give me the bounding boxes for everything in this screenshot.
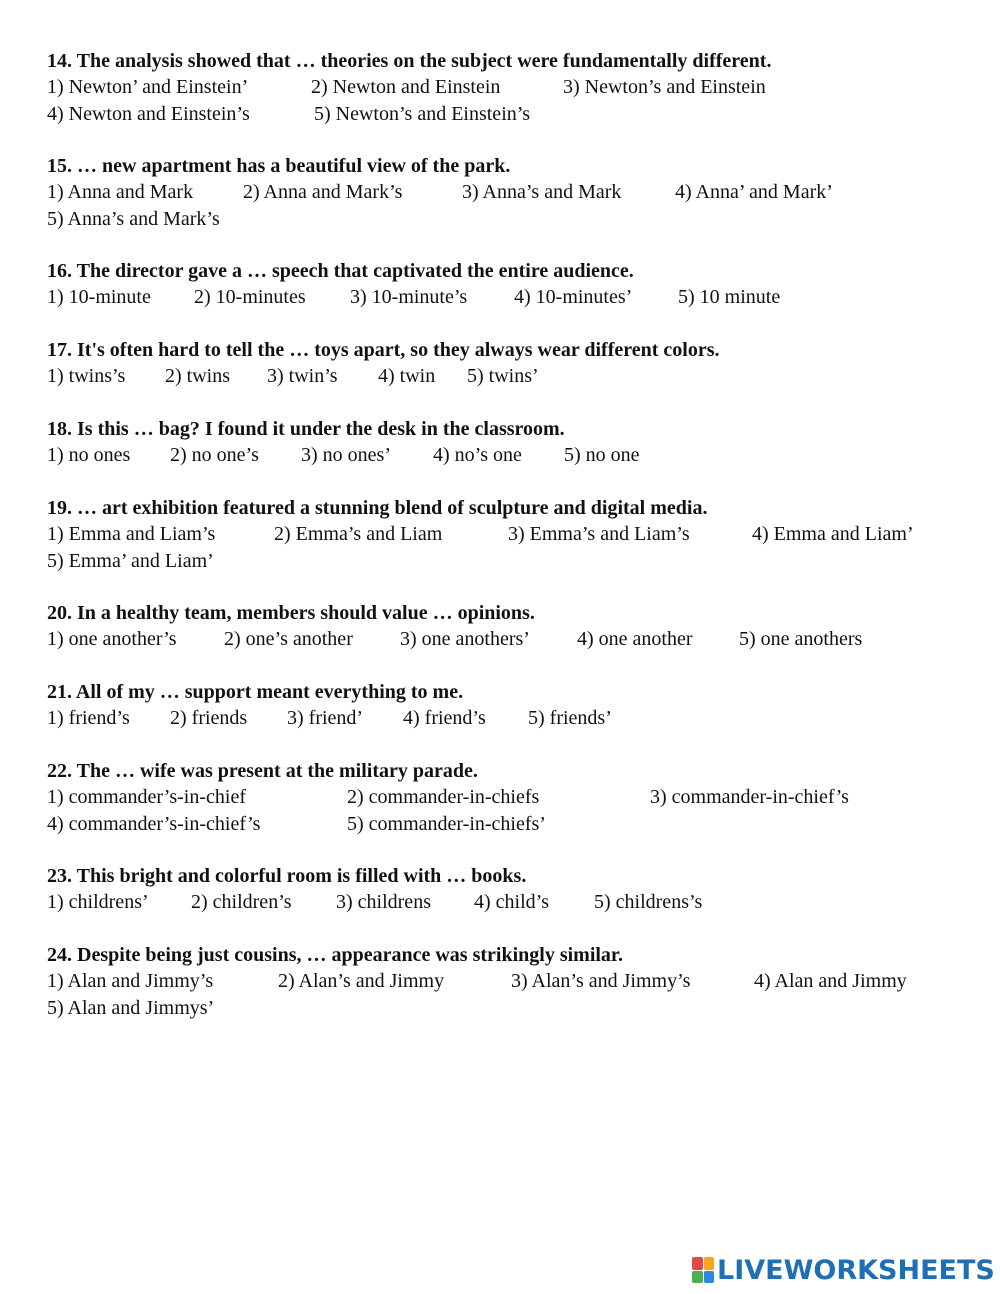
options-line (47, 705, 987, 732)
answer-option[interactable]: 3) Emma’s and Liam’s (508, 523, 690, 545)
answer-option[interactable]: 1) twins’s (47, 365, 126, 387)
question-block (47, 337, 987, 390)
question-block (47, 863, 987, 916)
answer-option[interactable]: 3) Alan’s and Jimmy’s (511, 970, 691, 992)
question-block (47, 258, 987, 311)
answer-option[interactable]: 1) commander’s-in-chief (47, 786, 246, 808)
answer-option[interactable]: 2) children’s (191, 891, 292, 913)
question-block (47, 416, 987, 469)
question-text: 19. … art exhibition featured a stunning blend of sculpture and digital media. (47, 497, 708, 519)
question-text: 24. Despite being just cousins, … appearance was strikingly similar. (47, 944, 623, 966)
answer-option[interactable]: 4) Emma and Liam’ (752, 523, 914, 545)
options-line (47, 626, 987, 653)
answer-option[interactable]: 5) friends’ (528, 707, 612, 729)
question-block (47, 758, 987, 837)
question-text: 22. The … wife was present at the military parade. (47, 760, 478, 782)
answer-option[interactable]: 2) no one’s (170, 444, 259, 466)
answer-option[interactable]: 2) commander-in-chiefs (347, 786, 540, 808)
question-text: 17. It's often hard to tell the … toys apart, so they always wear different colors. (47, 339, 720, 361)
options-line (47, 521, 987, 548)
answer-option[interactable]: 5) Emma’ and Liam’ (47, 549, 214, 572)
options-line (47, 442, 987, 469)
answer-option[interactable]: 4) child’s (474, 891, 549, 913)
answer-option[interactable]: 2) Emma’s and Liam (274, 523, 443, 545)
answer-option[interactable]: 1) 10-minute (47, 286, 151, 308)
answer-option[interactable]: 5) commander-in-chiefs’ (347, 812, 546, 835)
question-text: 21. All of my … support meant everything to me. (47, 681, 464, 703)
answer-option[interactable]: 4) no’s one (433, 444, 522, 466)
answer-option[interactable]: 2) 10-minutes (194, 286, 306, 308)
answer-option[interactable]: 5) Newton’s and Einstein’s (314, 102, 531, 125)
answer-option[interactable]: 1) childrens’ (47, 891, 149, 913)
answer-option[interactable]: 2) Newton and Einstein (311, 76, 501, 98)
answer-option[interactable]: 5) 10 minute (678, 286, 781, 308)
options-line (47, 101, 987, 128)
answer-option[interactable]: 1) one another’s (47, 628, 177, 650)
question-block (47, 48, 987, 127)
question-text: 16. The director gave a … speech that captivated the entire audience. (47, 260, 634, 282)
answer-option[interactable]: 4) commander’s-in-chief’s (47, 812, 261, 835)
question-text: 14. The analysis showed that … theories on the subject were fundamentally different. (47, 50, 772, 72)
answer-option[interactable]: 4) Newton and Einstein’s (47, 102, 250, 125)
answer-option[interactable]: 4) one another (577, 628, 693, 650)
answer-option[interactable]: 5) childrens’s (594, 891, 703, 913)
answer-option[interactable]: 2) Anna and Mark’s (243, 181, 403, 203)
answer-option[interactable]: 4) twin (378, 365, 436, 387)
answer-option[interactable]: 3) childrens (336, 891, 431, 913)
options-line (47, 74, 987, 101)
answer-option[interactable]: 2) one’s another (224, 628, 353, 650)
question-text: 20. In a healthy team, members should value … opinions. (47, 602, 535, 624)
answer-option[interactable]: 4) 10-minutes’ (514, 286, 633, 308)
answer-option[interactable]: 3) 10-minute’s (350, 286, 468, 308)
options-line (47, 548, 987, 575)
answer-option[interactable]: 1) friend’s (47, 707, 130, 729)
question-text: 23. This bright and colorful room is filled with … books. (47, 865, 527, 887)
answer-option[interactable]: 5) Anna’s and Mark’s (47, 207, 220, 230)
question-text: 15. … new apartment has a beautiful view of the park. (47, 155, 511, 177)
options-line (47, 995, 987, 1022)
answer-option[interactable]: 5) twins’ (467, 365, 539, 387)
options-line (47, 179, 987, 206)
question-block (47, 495, 987, 574)
answer-option[interactable]: 5) Alan and Jimmys’ (47, 996, 215, 1019)
answer-option[interactable]: 1) Alan and Jimmy’s (47, 970, 214, 992)
logo-text: LIVEWORKSHEETS (717, 1254, 995, 1286)
answer-option[interactable]: 4) Alan and Jimmy (754, 970, 907, 992)
answer-option[interactable]: 1) no ones (47, 444, 131, 466)
options-line (47, 206, 987, 233)
question-block (47, 600, 987, 653)
question-block (47, 942, 987, 1021)
answer-option[interactable]: 3) Anna’s and Mark (462, 181, 622, 203)
question-block (47, 679, 987, 732)
answer-option[interactable]: 1) Emma and Liam’s (47, 523, 216, 545)
answer-option[interactable]: 5) no one (564, 444, 640, 466)
options-line (47, 284, 987, 311)
answer-option[interactable]: 3) Newton’s and Einstein (563, 76, 766, 98)
options-line (47, 363, 987, 390)
options-line (47, 968, 987, 995)
answer-option[interactable]: 2) friends (170, 707, 248, 729)
question-block (47, 153, 987, 232)
answer-option[interactable]: 2) Alan’s and Jimmy (278, 970, 445, 992)
answer-option[interactable]: 3) friend’ (287, 707, 364, 729)
answer-option[interactable]: 1) Newton’ and Einstein’ (47, 76, 249, 98)
answer-option[interactable]: 1) Anna and Mark (47, 181, 194, 203)
answer-option[interactable]: 5) one anothers (739, 628, 863, 650)
liveworksheets-logo-icon (692, 1257, 714, 1283)
answer-option[interactable]: 3) twin’s (267, 365, 338, 387)
answer-option[interactable]: 2) twins (165, 365, 230, 387)
answer-option[interactable]: 3) one anothers’ (400, 628, 530, 650)
options-line (47, 889, 987, 916)
liveworksheets-logo (692, 1255, 995, 1285)
options-line (47, 811, 987, 838)
answer-option[interactable]: 3) commander-in-chief’s (650, 786, 849, 808)
answer-option[interactable]: 3) no ones’ (301, 444, 391, 466)
options-line (47, 784, 987, 811)
question-text: 18. Is this … bag? I found it under the desk in the classroom. (47, 418, 565, 440)
answer-option[interactable]: 4) friend’s (403, 707, 486, 729)
answer-option[interactable]: 4) Anna’ and Mark’ (675, 181, 833, 203)
